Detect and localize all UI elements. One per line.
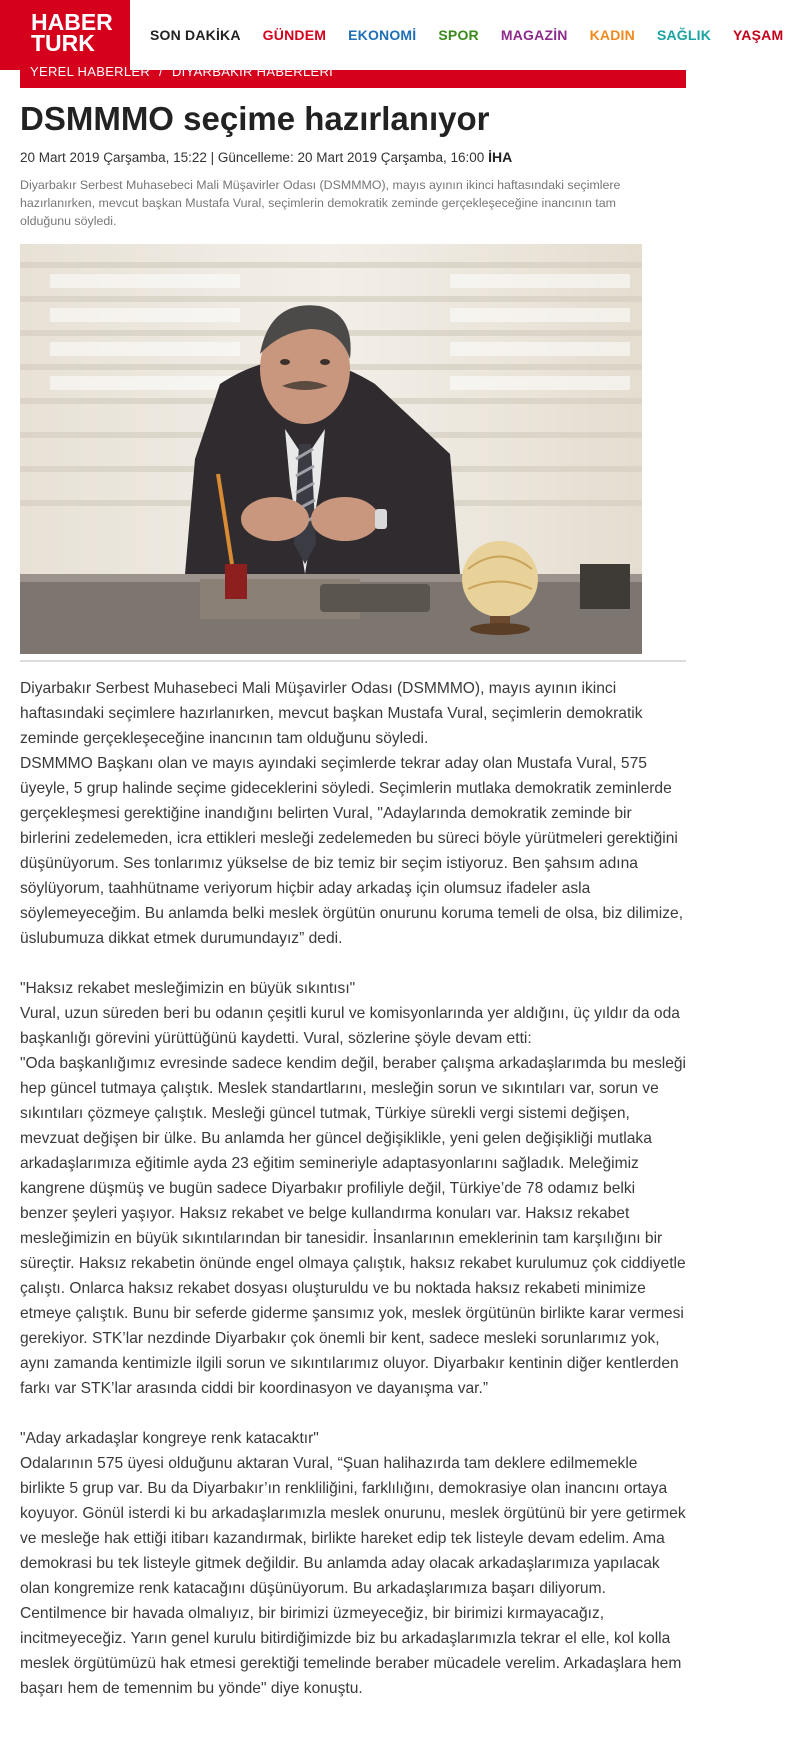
nav-item-son-dakika[interactable]: SON DAKİKA xyxy=(150,27,241,43)
logo-line-2: TURK xyxy=(31,30,95,56)
update-date: Güncelleme: 20 Mart 2019 Çarşamba, 16:00 xyxy=(217,150,485,165)
top-bar xyxy=(0,0,784,70)
nav-item-ekonomi[interactable]: EKONOMİ xyxy=(348,27,417,43)
article-subheading-2: "Aday arkadaşlar kongreye renk katacaktır" xyxy=(20,1430,319,1447)
publish-date: 20 Mart 2019 Çarşamba, 15:22 xyxy=(20,150,207,165)
nav-item-yasam[interactable]: YAŞAM xyxy=(733,27,784,43)
article-photo xyxy=(20,244,642,654)
nav-item-saglik[interactable]: SAĞLIK xyxy=(656,27,712,43)
main-nav xyxy=(150,0,805,70)
article-paragraph-3: Vural, uzun süreden beri bu odanın çeşitli kurul ve komisyonlarında yer aldığını, üç yıldır da oda başkanlığı görevini yürüttüğünü kaydetti. Vural, sözlerine şöyle devam etti: xyxy=(20,1005,680,1047)
article-summary: Diyarbakır Serbest Muhasebeci Mali Müşavirler Odası (DSMMMO), mayıs ayının ikinci haftasındaki seçimlere hazırlanırken, mevcut başkan Mustafa Vural, seçimlerin demokratik zeminde gerçekleşeceğine inancının tam olduğunu söyledi. xyxy=(20,178,621,228)
nav-item-magazin[interactable]: MAGAZİN xyxy=(500,27,568,43)
nav-item-gundem[interactable]: GÜNDEM xyxy=(262,27,327,43)
article-paragraph-2: DSMMMO Başkanı olan ve mayıs ayındaki seçimlerde tekrar aday olan Mustafa Vural, 575 üyeyle, 5 grup halinde seçime gideceklerini söyledi. Seçimlerin mutlaka demokratik zeminlerde gerçekleşmesi gerektiğine inandığını belirten Vural, "Adaylarında demokratik zeminde bir birlerini zedelemeden, icra ettikleri mesleği zedelemeden bu süreci böyle yürütmeleri gerektiğini düşünüyorum. Ses tonlarımız yükselse de biz temiz bir seçim istiyoruz. Ben şahsım adına söylüyorum, taahhütname veriyorum hiçbir aday arkadaş için olumsuz ifadeler asla söylemeyeceğim. Bu anlamda belki meslek örgütün onurunu koruma temeli de olsa, biz dilimize, üslubumuza dikkat etmek durumundayız” dedi. xyxy=(20,755,684,947)
nav-item-spor[interactable]: SPOR xyxy=(438,27,479,43)
nav-item-kadin[interactable]: KADIN xyxy=(589,27,635,43)
photo-divider xyxy=(20,660,686,662)
article-photo-illustration xyxy=(20,244,642,654)
meta-separator: | xyxy=(210,150,215,165)
article-paragraph-4: "Oda başkanlığımız evresinde sadece kendim değil, beraber çalışma arkadaşlarımda bu mesleği hep güncel tutmaya çalıştık. Meslek standartlarını, mesleğin sorun ve sıkıntıları var, sorun ve sıkıntıları çözmeye çalıştık. Mesleği güncel tutmak, Türkiye sürekli vergi sistemi değişen, mevzuat değişen bir ülke. Bu anlamda her güncel değişiklikle, yeni gelen değişikliği mutlaka arkadaşlarımıza eğitimle ayda 23 eğitim semineriyle adaptasyonlarını sağladık. Meleğimiz kangrene düşmüş ve bugün sadece Diyarbakır profiliyle değil, Türkiye’de 78 odamız belki benzer şeyleri yaşıyor. Haksız rekabet ve belge kullandırma konuları var. Haksız rekabet mesleğimizin en büyük sıkıntılarından bir tanesidir. İnsanlarının emeklerinin tam karşılığını bir süreçtir. Haksız rekabetin önünde engel olmaya çalıştık, haksız rekabet kurulumuz çok ciddiyetle çalıştı. Onlarca haksız rekabet dosyası oluşturuldu ve bu noktada haksız rekabeti minimize etmeye çalıştık. Bunu bir seferde giderme şansımız yok, meslek örgütünün birlikte karar vermesi gerekiyor. STK’lar nezdinde Diyarbakır çok önemli bir kent, sadece mesleki sorunlarımız yok, aynı zamanda kentimizle ilgili sorun ve sıkıntılarımız oluyor. Diyarbakır kentinin diğer kentlerden farkı var STK’lar arasında ciddi bir koordinasyon ve dayanışma var.” xyxy=(20,1055,687,1397)
article-body xyxy=(20,676,686,1701)
breadcrumb-item-yerel-haberler[interactable]: YEREL HABERLER xyxy=(30,64,151,79)
article-paragraph-1: Diyarbakır Serbest Muhasebeci Mali Müşavirler Odası (DSMMMO), mayıs ayının ikinci haftasındaki seçimlere hazırlanırken, mevcut başkan Mustafa Vural, seçimlerin demokratik zeminde gerçekleşeceğine inancının tam olduğunu söyledi. xyxy=(20,680,643,747)
news-source: İHA xyxy=(488,149,513,165)
haberturk-logo[interactable] xyxy=(0,0,130,70)
paragraph-gap xyxy=(20,951,686,976)
logo-line-1: HABER xyxy=(31,9,113,35)
breadcrumb xyxy=(30,64,333,79)
article-subheading-1: "Haksız rekabet mesleğimizin en büyük sıkıntısı" xyxy=(20,980,356,997)
breadcrumb-separator: / xyxy=(159,64,163,79)
page-title: DSMMMO seçime hazırlanıyor xyxy=(20,100,490,137)
article-paragraph-5: Odalarının 575 üyesi olduğunu aktaran Vural, “Şuan halihazırda tam deklere edilmemekle birlikte 5 grup var. Bu da Diyarbakır’ın renkliliğini, farklılığını, demokrasiye olan inancını ortaya koyuyor. Gönül isterdi ki bu arkadaşlarımızla meslek onurunu, meslek örgütünü bir yere getirmek ve mesleğe hak ettiği itibarı kazandırmak, birlikte hareket edip tek listeyle devam edelim. Ama demokrasi bu tek listeyle gitmek değildir. Bu anlamda aday olacak arkadaşlarımıza yapılacak olan kongremize renk katacağını düşünüyorum. Bu arkadaşlarımıza başarı diliyorum. Centilmence bir havada olmalıyız, bir birimizi üzmeyeceğiz, bir birimizi kırmayacağız, incitmeyeceğiz. Yarın genel kurulu bitirdiğimizde biz bu arkadaşlarımızla tekrar el elle, kol kolla meslek örgütümüzü hak etmesi gerektiği temelinde beraber mücadele verelim. Arkadaşlara hem başarı hem de temennim bu yönde" diye konuştu. xyxy=(20,1455,686,1697)
article-meta xyxy=(20,149,512,165)
paragraph-gap xyxy=(20,1401,686,1426)
breadcrumb-item-diyarbakir-haberleri[interactable]: DİYARBAKIR HABERLERİ xyxy=(171,64,334,79)
